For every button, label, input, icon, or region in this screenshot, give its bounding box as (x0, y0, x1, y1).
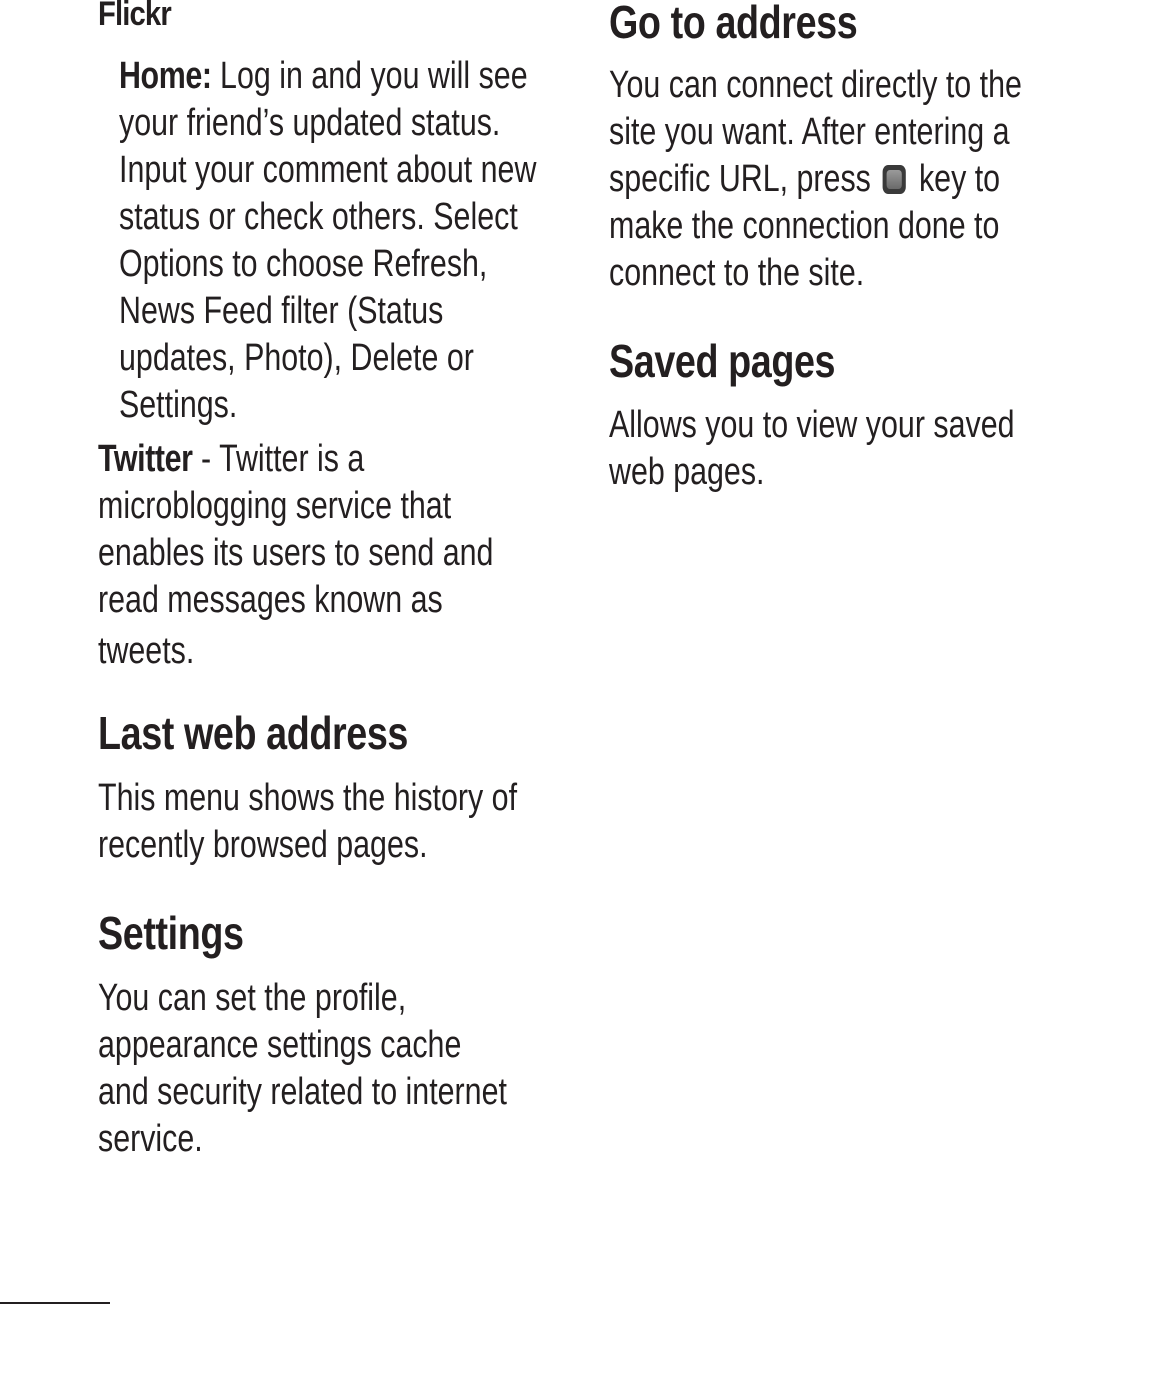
flickr-heading: Flickr (98, 0, 171, 33)
saved-pages-heading: Saved pages (609, 335, 836, 387)
settings-line-4: service. (98, 1118, 203, 1160)
twitter-line-3: enables its users to send and (98, 532, 494, 574)
twitter-line-5: tweets. (98, 630, 195, 672)
ok-key-icon (883, 165, 906, 194)
flickr-home-line-5: Options to choose Refresh, (119, 243, 488, 285)
last-web-address-heading: Last web address (98, 707, 408, 759)
last-web-address-line-1: This menu shows the history of (98, 777, 518, 819)
flickr-home-line-7: updates, Photo), Delete or (119, 337, 474, 379)
go-to-address-line-5: connect to the site. (609, 252, 865, 294)
settings-paragraph (98, 975, 507, 1163)
twitter-description (98, 436, 592, 675)
saved-pages-paragraph (609, 402, 1015, 496)
saved-pages-line-1: Allows you to view your saved (609, 404, 1015, 446)
flickr-home-paragraph (119, 53, 535, 429)
saved-pages-line-2: web pages. (609, 451, 765, 493)
go-to-address-heading: Go to address (609, 0, 858, 48)
twitter-line-4: read messages known as (98, 579, 443, 621)
go-to-address-line-3-start: specific URL, press (609, 158, 880, 200)
settings-line-1: You can set the profile, (98, 977, 407, 1019)
flickr-home-line-4: status or check others. Select (119, 196, 518, 238)
flickr-home-line-1 (119, 53, 535, 100)
flickr-home-line-6: News Feed filter (Status (119, 290, 444, 332)
settings-line-2: appearance settings cache (98, 1024, 462, 1066)
flickr-home-description (119, 53, 639, 429)
flickr-home-line-8: Settings. (119, 384, 238, 426)
twitter-paragraph (98, 436, 493, 675)
twitter-line-2: microblogging service that (98, 485, 452, 527)
last-web-address-paragraph (98, 775, 517, 869)
flickr-home-line-2: your friend’s updated status. (119, 102, 501, 144)
twitter-label: Twitter (98, 438, 193, 480)
settings-line-3: and security related to internet (98, 1071, 507, 1113)
settings-heading: Settings (98, 907, 244, 959)
go-to-address-line-4: make the connection done to (609, 205, 1000, 247)
last-web-address-line-2: recently browsed pages. (98, 824, 428, 866)
footer-divider (0, 1302, 110, 1304)
home-label: Home: (119, 55, 212, 97)
go-to-address-line-3 (609, 156, 1022, 203)
twitter-line-1 (98, 436, 493, 483)
twitter-text: - Twitter is a (192, 438, 365, 480)
go-to-address-paragraph (609, 62, 1022, 297)
home-text: Log in and you will see (211, 55, 528, 97)
go-to-address-line-2: site you want. After entering a (609, 111, 1010, 153)
flickr-home-line-3: Input your comment about new (119, 149, 537, 191)
go-to-address-line-1: You can connect directly to the (609, 64, 1022, 106)
go-to-address-line-3-end: key to (910, 158, 1001, 200)
